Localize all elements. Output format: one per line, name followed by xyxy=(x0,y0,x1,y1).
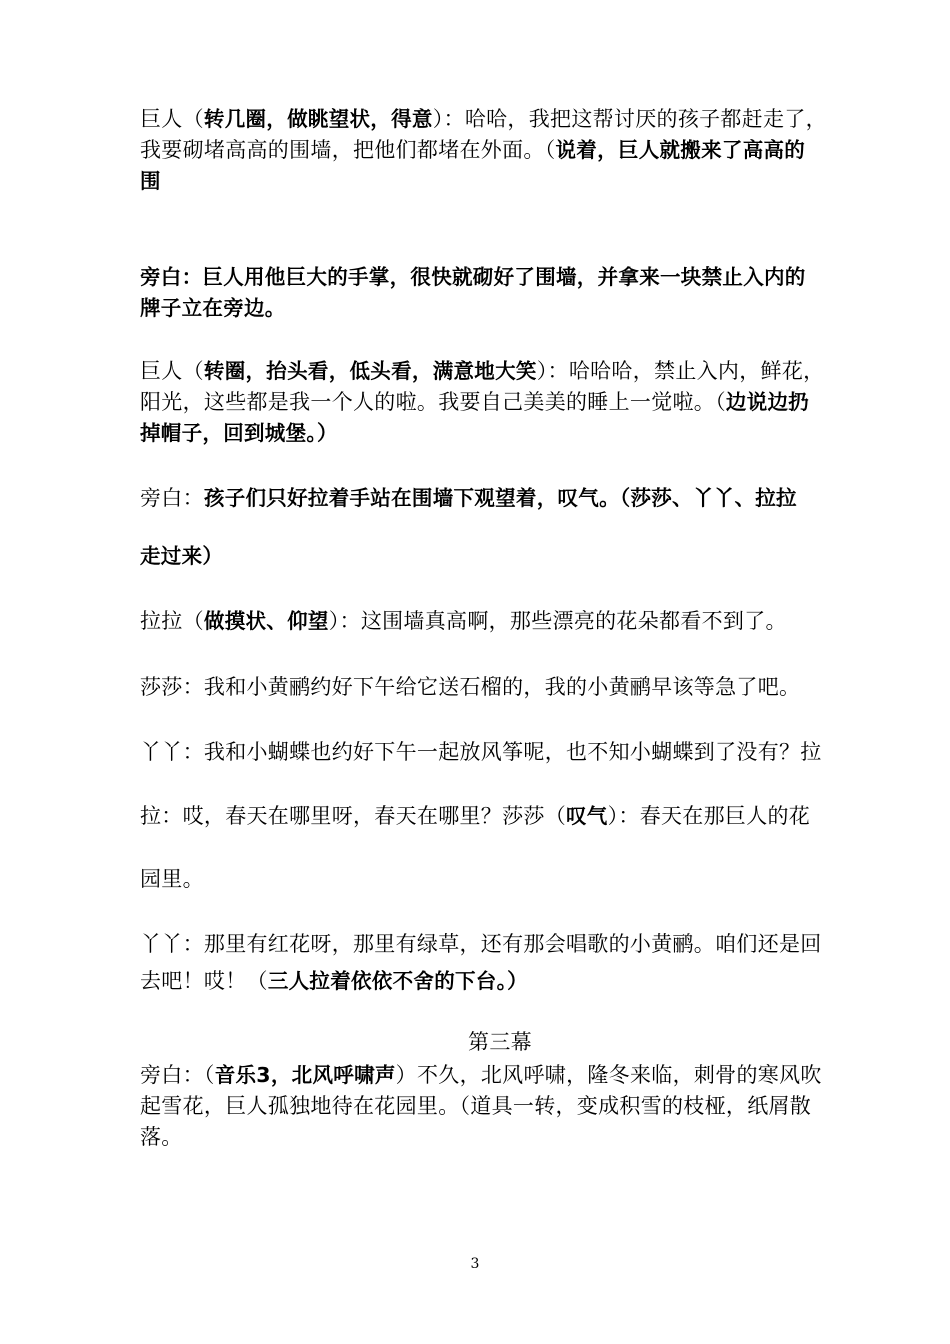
text-line xyxy=(140,387,860,418)
text-line xyxy=(140,541,860,572)
paragraph-yaya-flowers xyxy=(140,929,860,960)
dialogue-text: ）：春天在那巨人的花 xyxy=(607,804,811,828)
text-line xyxy=(140,418,860,449)
stage-direction-text: 转圈，抬头看，低头看，满意地大笑 xyxy=(203,359,537,383)
text-line xyxy=(140,737,860,768)
dialogue-text: 我要砌堵高高的围墙，把他们都堵在外面。（ xyxy=(140,138,556,162)
text-line xyxy=(140,293,860,324)
text-line xyxy=(140,1027,860,1058)
paragraph-narrator-winter xyxy=(140,1060,860,1153)
text-line xyxy=(140,1060,860,1091)
dialogue-text: ）不久，北风呼啸，隆冬来临，刺骨的寒风吹 xyxy=(395,1063,822,1087)
stage-direction-text: 三人拉着依依不舍的下台。） xyxy=(267,969,528,993)
text-line xyxy=(140,104,860,135)
stage-direction-text: 走过来） xyxy=(140,544,224,568)
dialogue-text: 第三幕 xyxy=(468,1030,532,1054)
dialogue-text: ）：哈哈，我把这帮讨厌的孩子都赶走了， xyxy=(432,107,827,131)
paragraph-giant-walls xyxy=(140,104,860,197)
dialogue-text: 旁白：（ xyxy=(140,1063,215,1087)
paragraph-lala-wall-high xyxy=(140,606,860,637)
dialogue-text: 巨人（ xyxy=(140,359,204,383)
paragraph-lala-spring xyxy=(140,801,860,832)
page-number: 3 xyxy=(470,1256,480,1272)
dialogue-text: 落。 xyxy=(140,1125,183,1149)
text-line xyxy=(140,483,860,514)
text-line xyxy=(140,864,860,895)
paragraph-giant-laughs xyxy=(140,356,860,449)
text-line xyxy=(140,801,860,832)
text-line xyxy=(140,966,860,997)
dialogue-text: 丫丫：我和小蝴蝶也约好下午一起放风筝呢，也不知小蝴蝶到了没有？拉 xyxy=(140,740,822,764)
stage-direction-text: 叹气 xyxy=(566,804,608,828)
stage-direction-text: 掉帽子，回到城堡。） xyxy=(140,421,338,445)
text-line xyxy=(140,929,860,960)
text-line xyxy=(140,1091,860,1122)
dialogue-text: 莎莎：我和小黄鹂约好下午给它送石榴的，我的小黄鹂早该等急了吧。 xyxy=(140,675,801,699)
dialogue-text: 园里。 xyxy=(140,867,204,891)
text-line xyxy=(140,672,860,703)
paragraph-narrator-wall-built xyxy=(140,262,860,324)
dialogue-text: 巨人（ xyxy=(140,107,204,131)
text-line xyxy=(140,606,860,637)
paragraph-shasha-oriole xyxy=(140,672,860,703)
paragraph-walk-over xyxy=(140,541,860,572)
paragraph-narrator-children-sigh xyxy=(140,483,860,514)
dialogue-text: 起雪花，巨人孤独地待在花园里。（道具一转，变成积雪的枝桠，纸屑散 xyxy=(140,1094,812,1118)
text-line xyxy=(140,356,860,387)
stage-direction-text: 音乐3，北风呼啸声 xyxy=(214,1063,396,1087)
stage-direction-text: 孩子们只好拉着手站在围墙下观望着，叹气。（莎莎、丫丫、拉拉 xyxy=(203,486,797,510)
paragraph-go-back xyxy=(140,966,860,997)
stage-direction-text: 围 xyxy=(140,169,161,193)
stage-direction-text: 说着，巨人就搬来了高高的 xyxy=(555,138,806,162)
dialogue-text: ）：哈哈哈，禁止入内，鲜花， xyxy=(536,359,825,383)
dialogue-text: 丫丫：那里有红花呀，那里有绿草，还有那会唱歌的小黄鹂。咱们还是回 xyxy=(140,932,822,956)
act-three-heading xyxy=(140,1027,860,1058)
dialogue-text: 旁白： xyxy=(140,486,204,510)
dialogue-text: 拉：哎，春天在哪里呀，春天在哪里？莎莎（ xyxy=(140,804,566,828)
stage-direction-text: 转几圈，做眺望状，得意 xyxy=(203,107,433,131)
text-line xyxy=(140,1122,860,1153)
dialogue-text: ）：这围墙真高啊，那些漂亮的花朵都看不到了。 xyxy=(328,609,787,633)
text-line xyxy=(140,135,860,166)
stage-direction-text: 牌子立在旁边。 xyxy=(140,296,286,320)
stage-direction-text: 做摸状、仰望 xyxy=(203,609,329,633)
paragraph-garden xyxy=(140,864,860,895)
stage-direction-text: 边说边扔 xyxy=(725,390,810,414)
paragraph-yaya-butterfly xyxy=(140,737,860,768)
dialogue-text: 拉拉（ xyxy=(140,609,204,633)
stage-direction-text: 旁白：巨人用他巨大的手掌，很快就砌好了围墙，并拿来一块禁止入内的 xyxy=(140,265,806,289)
text-line xyxy=(140,262,860,293)
text-line xyxy=(140,166,860,197)
dialogue-text: 阳光，这些都是我一个人的啦。我要自己美美的睡上一觉啦。（ xyxy=(140,390,726,414)
dialogue-text: 去吧！哎！（ xyxy=(140,969,268,993)
